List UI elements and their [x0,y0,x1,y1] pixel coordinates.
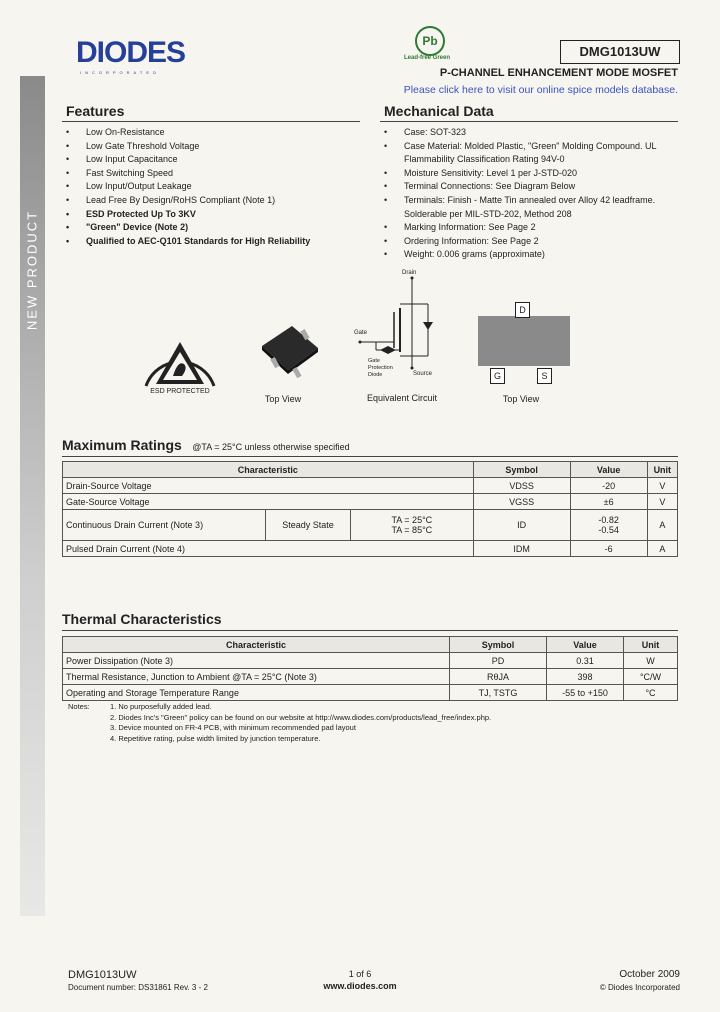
mechanical-item: • Ordering Information: See Page 2 [384,235,676,249]
cell-char: Gate-Source Voltage [63,494,474,510]
cond-1: TA = 25°C [391,515,433,525]
footer-part: DMG1013UW [68,969,137,981]
cell-unit: W [624,653,678,669]
table-row [63,541,678,557]
col-characteristic: Characteristic [63,462,474,478]
lead-free-icon: Pb [415,26,445,56]
footer-doc-number: Document number: DS31861 Rev. 3 - 2 [68,983,208,992]
cell-symbol: PD [450,653,547,669]
feature-item: • Low Gate Threshold Voltage [66,140,366,154]
table-row [63,653,678,669]
feature-item: • ESD Protected Up To 3KV [66,208,366,222]
top-view-caption-1: Top View [264,394,302,404]
cell-unit: A [647,541,677,557]
cell-char: Operating and Storage Temperature Range [63,685,450,701]
cell-value: 0.31 [547,653,624,669]
table-row [63,478,678,494]
lead-free-label: Lead-free Green [404,55,451,61]
max-ratings-condition: @TA = 25°C unless otherwise specified [192,442,350,452]
source-label: Source [413,371,433,377]
feature-item: • Low On-Resistance [66,126,366,140]
mechanical-item: • Moisture Sensitivity: Level 1 per J-STD-020 [384,167,676,181]
cell-unit: V [647,478,677,494]
cell-value: -20 [570,478,647,494]
note-item: 3. Device mounted on FR-4 PCB, with minimum recommended pad layout [110,723,356,732]
table-row [63,685,678,701]
col-value: Value [570,462,647,478]
col-unit: Unit [624,637,678,653]
table-row [63,510,678,541]
cell-char: Power Dissipation (Note 3) [63,653,450,669]
thermal-title: Thermal Characteristics [62,611,222,627]
col-symbol: Symbol [473,462,570,478]
thermal-rule [62,630,678,631]
side-banner-label-wrap [20,170,45,370]
cell-values [570,510,647,541]
table-row [63,669,678,685]
cell-char: Continuous Drain Current (Note 3) [63,510,266,541]
max-ratings-rule [62,456,678,457]
mechanical-item: • Case Material: Molded Plastic, "Green" Molding Compound. UL Flammability Classification Rating 94V-0 [384,140,676,167]
feature-item: • Qualified to AEC-Q101 Standards for High Reliability [66,235,366,249]
footer-copyright: © Diodes Incorporated [599,983,680,992]
table-header-row [63,637,678,653]
mechanical-item: • Case: SOT-323 [384,126,676,140]
equivalent-circuit-diagram [350,268,445,388]
mechanical-item: • Weight: 0.006 grams (approximate) [384,248,676,262]
cell-value: -55 to +150 [547,685,624,701]
cell-symbol: VGSS [473,494,570,510]
cell-char: Pulsed Drain Current (Note 4) [63,541,474,557]
esd-symbol-icon [140,330,220,392]
pinout-package-body [478,316,570,366]
cell-symbol: RθJA [450,669,547,685]
value-2: -0.54 [598,525,619,535]
max-ratings-title: Maximum Ratings [62,437,182,453]
mechanical-rule [380,121,678,122]
cell-char: Thermal Resistance, Junction to Ambient @TA = 25°C (Note 3) [63,669,450,685]
mechanical-item: • Terminals: Finish - Matte Tin annealed over Alloy 42 leadframe. Solderable per MIL-STD-202, Method 208 [384,194,676,221]
thermal-table [62,636,678,701]
cell-char: Drain-Source Voltage [63,478,474,494]
features-list [66,126,366,248]
feature-item: • "Green" Device (Note 2) [66,221,366,235]
cell-conditions [351,510,474,541]
table-row [63,494,678,510]
max-ratings-table [62,461,678,557]
note-item: 2. Diodes Inc's "Green" policy can be found on our website at http://www.diodes.com/products/lead_free/index.php. [110,712,492,722]
cell-unit: °C [624,685,678,701]
part-number: DMG1013UW [560,40,680,64]
cell-symbol: IDM [473,541,570,557]
cond-2: TA = 85°C [391,525,433,535]
equivalent-circuit-caption: Equivalent Circuit [366,393,438,403]
max-ratings-heading [62,437,350,455]
feature-item: • Low Input/Output Leakage [66,180,366,194]
gate-label: Gate [354,330,368,336]
footer-website[interactable]: www.diodes.com [323,981,397,991]
cell-value: 398 [547,669,624,685]
feature-item: • Low Input Capacitance [66,153,366,167]
sot323-package-icon [258,322,322,380]
cell-value: ±6 [570,494,647,510]
top-view-caption-2: Top View [502,394,540,404]
gate-protection-label: Gate Protection Diode [368,358,393,378]
feature-item: • Fast Switching Speed [66,167,366,181]
mechanical-item: • Terminal Connections: See Diagram Below [384,180,676,194]
cell-symbol: TJ, TSTG [450,685,547,701]
col-value: Value [547,637,624,653]
col-characteristic: Characteristic [63,637,450,653]
cell-unit: A [647,510,677,541]
diodes-logo-sub: INCORPORATED [80,70,160,75]
mechanical-item: • Marking Information: See Page 2 [384,221,676,235]
mechanical-title: Mechanical Data [384,103,494,119]
cell-value: -6 [570,541,647,557]
pin-g: G [490,368,505,384]
cell-symbol: VDSS [473,478,570,494]
footer-page: 1 of 6 [348,969,372,979]
cell-state: Steady State [266,510,351,541]
col-unit: Unit [647,462,677,478]
cell-symbol: ID [473,510,570,541]
feature-item: • Lead Free By Design/RoHS Compliant (Note 1) [66,194,366,208]
spice-models-link[interactable]: Please click here to visit our online spice models database. [403,84,678,96]
cell-unit: V [647,494,677,510]
note-item: 1. No purposefully added lead. [110,702,212,711]
col-symbol: Symbol [450,637,547,653]
pin-s: S [537,368,552,384]
features-rule [62,121,360,122]
features-title: Features [66,103,125,119]
footer-date: October 2009 [619,969,680,980]
esd-label: ESD PROTECTED [150,388,210,395]
diodes-logo: DIODES [76,36,186,69]
table-header-row [63,462,678,478]
side-banner-label: NEW PRODUCT [24,209,40,331]
pin-d: D [515,302,530,318]
note-item: 4. Repetitive rating, pulse width limited by junction temperature. [110,733,321,743]
cell-unit: °C/W [624,669,678,685]
device-subtitle: P-CHANNEL ENHANCEMENT MODE MOSFET [439,67,678,79]
mechanical-list [384,126,676,262]
value-1: -0.82 [598,515,619,525]
notes-list [110,702,670,744]
drain-label: Drain [402,270,417,276]
notes-label: Notes: [68,702,90,711]
